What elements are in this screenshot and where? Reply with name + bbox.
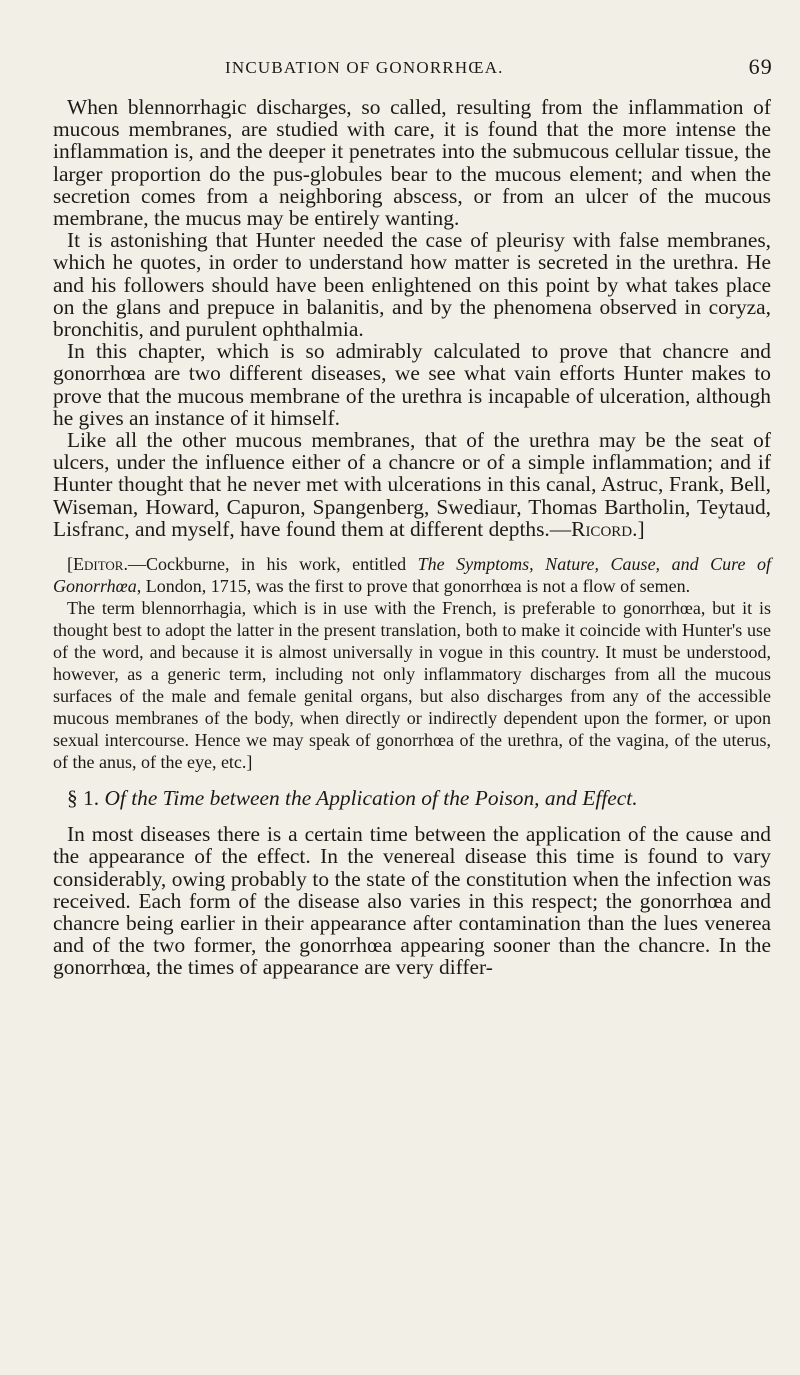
paragraph-chapter-chancre: In this chapter, which is so admirably calculated to prove that chancre and gonorrhœa are two different diseases, we see what vain efforts Hunter makes to prove that the mucous membrane of the urethra is incapable of ulceration, although he gives an instance of it himself. — [53, 339, 771, 430]
page-number: 69 — [748, 54, 773, 79]
editor-note — [53, 553, 771, 773]
section-number: § 1. — [67, 786, 100, 811]
section-heading — [53, 787, 771, 809]
editor-note-paragraph-terminology: The term blennorrhagia, which is in use with the French, is preferable to gonorrhœa, but it is thought best to adopt the latter in the present translation, both to make it coincide with Hunter's use of the word, and because it is almost universally in vogue in this country. It must be understood, however, as a generic term, including not only inflammatory discharges from all the mucous surfaces of the male and female genital organs, but also discharges from any of the accessible mucous membranes of the body, when directly or indirectly dependent upon the former, or upon sexual intercourse. Hence we may speak of gonorrhœa of the urethra, of the vagina, of the uterus, of the anus, of the eye, etc.] — [53, 598, 771, 773]
paragraph-end-bracket: .] — [632, 516, 645, 541]
editor-open-bracket: [ — [67, 554, 73, 575]
author-signature: Ricord — [571, 516, 633, 541]
editor-label: Editor — [73, 554, 124, 575]
paragraph-hunter-pleurisy: It is astonishing that Hunter needed the case of pleurisy with false membranes, which he quotes, in order to understand how matter is secreted in the urethra. He and his followers should have been enlightened on this point by what takes place on the glans and prepuce in balanitis, and by the phenomena observed in coryza, bronchitis, and purulent ophthalmia. — [53, 228, 771, 342]
paragraph-urethra-ulcers — [53, 429, 771, 540]
editor-text-b: , London, 1715, was the first to prove that gonorrhœa is not a flow of semen. — [136, 576, 691, 597]
body-text — [53, 96, 771, 979]
paragraph-urethra-ulcers-text: Like all the other mucous membranes, that of the urethra may be the seat of ulcers, under the influence either of a chancre or of a simple inflammation; and if Hunter thought that he never met with ulcerations in this canal, Astruc, Frank, Bell, Wiseman, Howard, Capuron, Spangenberg, Swediaur, Thomas Bartholin, Teytaud, Lisfranc, and myself, have found them at different depths.— — [53, 428, 771, 541]
running-head — [225, 54, 773, 79]
editor-text-a: .—Cockburne, in his work, entitled — [123, 554, 418, 575]
section-body-paragraph: In most diseases there is a certain time between the application of the cause and the appearance of the effect. In the venereal disease this time is found to vary considerably, owing probably to the state of the constitution when the infection was received. Each form of the disease also varies in this respect; the gonorrhœa and chancre being earlier in their appearance after contamination than the lues venerea and of the two former, the gonorrhœa appearing sooner than the chancre. In the gonorrhœa, the times of appearance are very differ- — [53, 822, 771, 980]
section-title: Of the Time between the Application of the Poison, and Effect. — [104, 786, 638, 811]
running-head-title: INCUBATION OF GONORRHŒA. — [225, 58, 504, 77]
editor-note-paragraph-cockburne — [53, 553, 771, 597]
book-title: The Symptoms, Nature, Cause, and Cure of Gonorrhœa — [53, 554, 771, 597]
paragraph-blennorrhagic-discharges: When blennorrhagic discharges, so called, resulting from the inflammation of mucous membranes, are studied with care, it is found that the more intense the inflammation is, and the deeper it penetrates into the submucous cellular tissue, the larger proportion do the pus-globules bear to the mucous element; and when the secretion comes from a neighboring abscess, or from an ulcer of the mucous membrane, the mucus may be entirely wanting. — [53, 95, 771, 231]
